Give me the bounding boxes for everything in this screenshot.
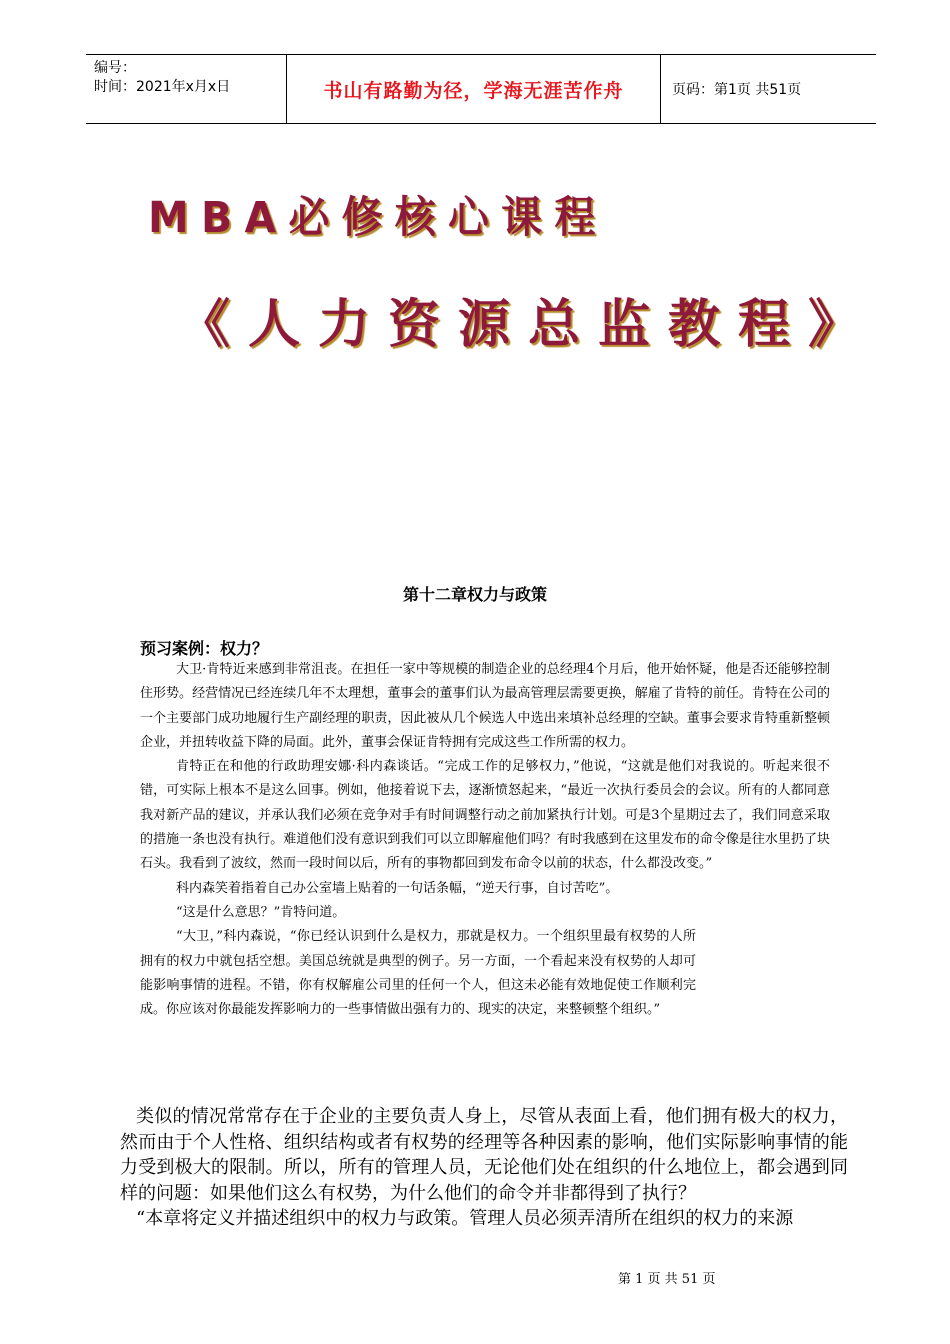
case-paragraph: “大卫，”科内森说，“你已经认识到什么是权力，那就是权力。一个组织里最有权势的人所拥有的权力中就包括空想。美国总统就是典型的例子。另一方面，一个看起来没有权势的人却可能影响事情的进程。不错，你有权解雇公司里的任何一个人，但这未必能有效地促使工作顺利完成。你应该对你最能发挥影响力的一些事情做出强有力的、现实的决定，来整顿整个组织。” [140, 929, 696, 1018]
book-title: 《人力资源总监教程》 [178, 294, 879, 355]
case-paragraph: 科内森笑着指着自己办公室墙上贴着的一句话条幅，“逆天行事，自讨苦吃”。 [176, 880, 619, 896]
header-motto: 书山有路勤为径，学海无涯苦作舟 [286, 55, 661, 123]
page-footer: 第 1 页 共 51 页 [618, 1272, 716, 1287]
case-paragraph: 大卫·肯特近来感到非常沮丧。在担任一家中等规模的制造企业的总经理4个月后，他开始怀疑，他是否还能够控制住形势。经营情况已经连续几年不太理想，董事会的董事们认为最高管理层需要更换，解雇了肯特的前任。肯特在公司的一个主要部门成功地履行生产副经理的职责，因此被从几个候选人中选出来填补总经理的空缺。董事会要求肯特重新整顿企业，并扭转收益下降的局面。此外，董事会保证肯特拥有完成这些工作所需的权力。 [140, 662, 830, 750]
chapter-title: 第十二章权力与政策 [402, 585, 547, 604]
main-text [120, 1104, 848, 1232]
main-paragraph: “本章将定义并描述组织中的权力与政策。管理人员必须弄清所在组织的权力的来源 [136, 1208, 794, 1229]
page-header [86, 54, 876, 124]
course-title: MBA必修核心课程 [148, 193, 608, 243]
case-title: 预习案例：权力？ [140, 639, 269, 658]
document-number-label: 编号： [94, 60, 136, 76]
case-paragraph: 肯特正在和他的行政助理安娜·科内森谈话。“完成工作的足够权力，”他说，“这就是他们对我说的。听起来很不错，可实际上根本不是这么回事。例如，他接着说下去，逐渐愤怒起来，“最近一次执行委员会的会议。所有的人都同意我对新产品的建议，并承认我们必须在竞争对手有时间调整行动之前加紧执行计划。可是3个星期过去了，我们同意采取的措施一条也没有执行。难道他们没有意识到我们可以立即解雇他们吗？有时我感到在这里发布的命令像是往水里扔了块石头。我看到了波纹，然而一段时间以后，所有的事物都回到发布命令以前的状态，什么都没改变。” [140, 759, 830, 872]
main-paragraph: 类似的情况常常存在于企业的主要负责人身上，尽管从表面上看，他们拥有极大的权力，然而由于个人性格、组织结构或者有权势的经理等各种因素的影响，他们实际影响事情的能力受到极大的限制。所以，所有的管理人员，无论他们处在组织的什么地位上，都会遇到同样的问题：如果他们这么有权势，为什么他们的命令并非都得到了执行？ [120, 1106, 848, 1204]
header-page-label: 页码：第1页 共51页 [672, 82, 802, 98]
document-time-label: 时间：2021年x月x日 [94, 79, 231, 95]
header-meta [94, 59, 230, 97]
case-paragraph: “这是什么意思？”肯特问道。 [176, 904, 346, 920]
case-study-text [140, 658, 830, 1022]
